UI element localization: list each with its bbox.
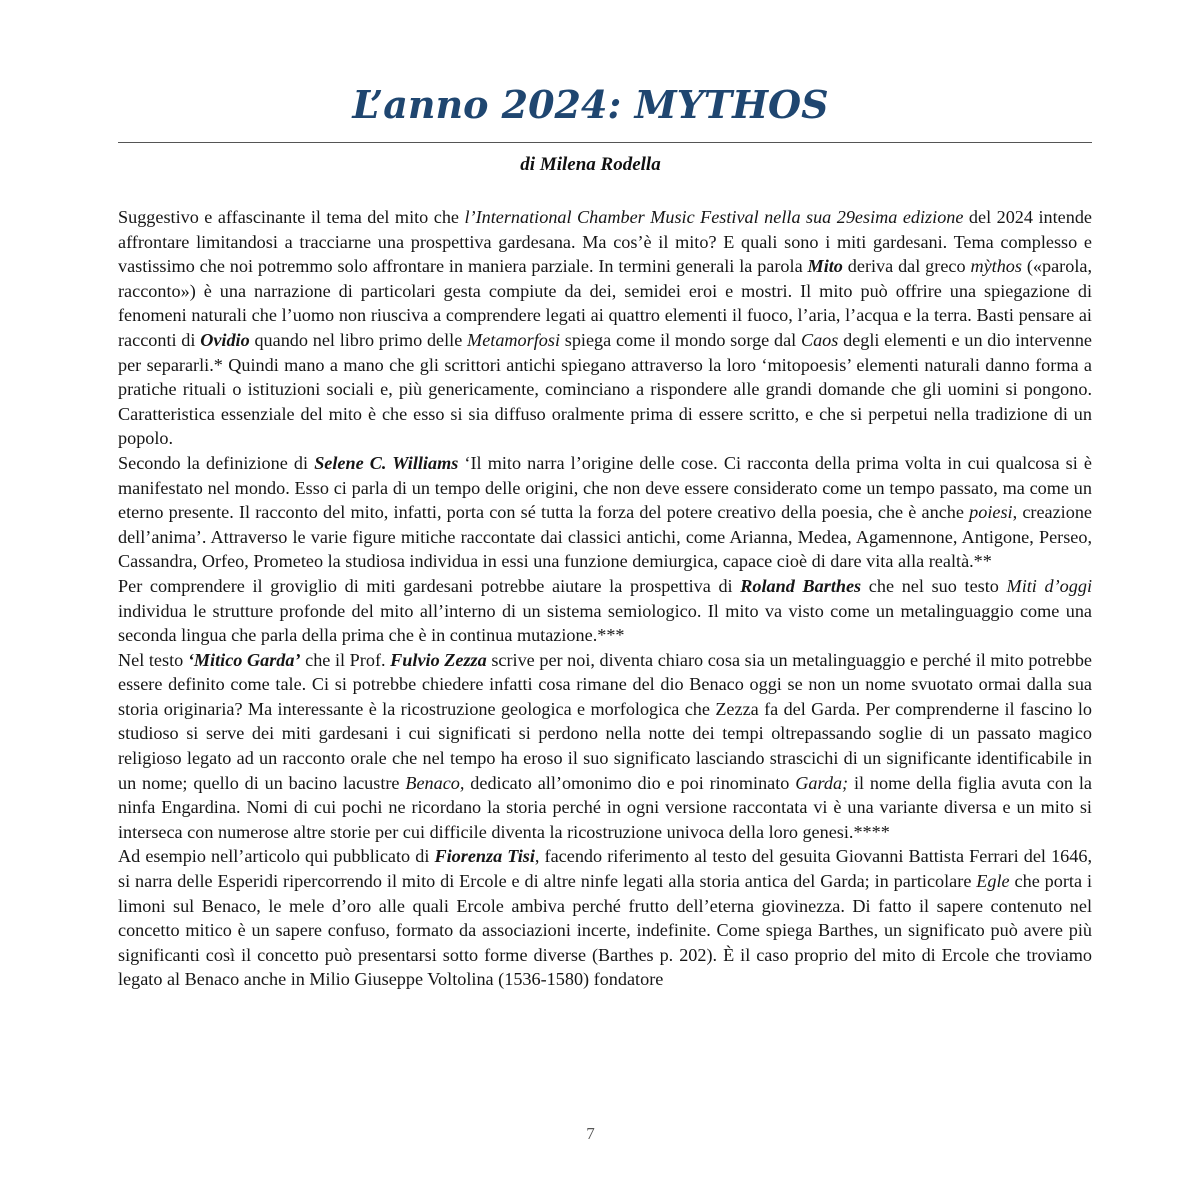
emphasis-name: Roland Barthes <box>740 575 862 596</box>
body-paragraph <box>118 205 1092 451</box>
article-title: L’anno 2024: MYTHOS <box>352 82 829 127</box>
paragraph-text: Per comprendere il groviglio di miti gardesani potrebbe aiutare la prospettiva di <box>118 575 741 596</box>
italic-text: Garda; <box>795 772 849 793</box>
paragraph-text: , facendo riferimento al testo del gesuita Giovanni Battista Ferrari del 1646, si narra delle Esperidi ripercorrendo il mito di Ercole e di altre ninfe legati alla storia antica del Garda; in particolare <box>118 846 1092 892</box>
paragraph-text: («parola, racconto») è una narrazione di particolari gesta compiute da dei, semidei eroi e mostri. Il mito può offrire una spiegazione di fenomeni naturali che l’uomo non riusciva a comprendere legati ai quattro elementi il fuoco, l’aria, l’acqua e la terra. Basti pensare ai racconti di <box>118 256 1092 350</box>
body-paragraph <box>118 574 1092 648</box>
emphasis-name: Selene C. Williams <box>314 452 459 473</box>
italic-text: l’International Chamber Music Festival nella sua 29esima edizione <box>464 207 964 227</box>
paragraph-text: spiega come il mondo sorge dal <box>560 329 801 350</box>
paragraph-text: del 2024 intende affrontare limitandosi a tracciarne una prospettiva gardesana. Ma cos’è il mito? E quali sono i miti gardesani. Tema complesso e vastissimo che noi potremmo solo affrontare in maniera parziale. In termini generali la parola <box>118 207 1092 277</box>
emphasis-name: ‘Mitico Garda’ <box>187 649 301 670</box>
italic-text: poiesi <box>969 502 1013 523</box>
emphasis-name: Fiorenza Tisi <box>434 846 535 867</box>
italic-text: Egle <box>976 871 1010 892</box>
paragraph-text: ‘Il mito narra l’origine delle cose. Ci racconta della prima volta in cui qualcosa si è manifestato nel mondo. Esso ci parla di un tempo delle origini, che non deve essere considerato come un tempo passato, ma come un eterno presente. Il racconto del mito, infatti, porta con sé tutta la forza del potere creativo della poesia, che è anche <box>118 452 1092 523</box>
italic-text: Miti d’oggi <box>1006 575 1093 596</box>
italic-text: Metamorfosi <box>467 329 561 350</box>
paragraph-text: che nel suo testo <box>861 575 1007 596</box>
author-byline: di Milena Rodella <box>520 154 661 175</box>
paragraph-text: , creazione dell’anima’. Attraverso le varie figure mitiche raccontate dai classici antichi, come Arianna, Medea, Agamennone, Antigone, Perseo, Cassandra, Orfeo, Prometeo la studiosa individua in essi una funzione demiurgica, capace cioè di dare vita alla realtà.** <box>118 502 1092 572</box>
paragraph-text: individua le strutture profonde del mito all’interno di un sistema semiologico. Il mito va visto come un metalinguaggio come una seconda lingua che parla della prima che è in continua mutazione.*** <box>118 600 1092 646</box>
italic-text: Benaco, <box>405 772 465 793</box>
paragraph-text: Nel testo <box>118 649 188 670</box>
page-number: 7 <box>586 1124 595 1143</box>
paragraph-text: degli elementi e un dio intervenne per separarli.* Quindi mano a mano che gli scrittori antichi spiegano attraverso la loro ‘mitopoesis’ elementi naturali danno forma a pratiche rituali o istituzioni sociali e, più genericamente, cominciano a rispondere alle grandi domande che gli uomini si pongono. Caratteristica essenziale del mito è che esso si sia diffuso oralmente prima di essere scritto, e che si perpetui nella tradizione di un popolo. <box>118 329 1093 449</box>
paragraph-text: il nome della figlia avuta con la ninfa Engardina. Nomi di cui pochi ne ricordano la storia perché in ogni versione raccontata vi è una variante diversa e un mito si interseca con numerose altre storie per cui difficile diventa la ricostruzione univoca della loro genesi.**** <box>118 772 1092 842</box>
emphasis-name: Mito <box>807 256 843 277</box>
paragraph-text: Suggestivo e affascinante il tema del mito che <box>118 207 465 227</box>
emphasis-name: Fulvio Zezza <box>390 649 487 670</box>
emphasis-name: Ovidio <box>200 329 250 350</box>
paragraph-text: dedicato all’omonimo dio e poi rinominato <box>464 772 796 793</box>
italic-text: Caos <box>800 329 839 350</box>
paragraph-text: che il Prof. <box>300 649 391 670</box>
paragraph-text: Secondo la definizione di <box>118 452 315 473</box>
paragraph-text: scrive per noi, diventa chiaro cosa sia un metalinguaggio e perché il mito potrebbe essere definito come tale. Ci si potrebbe chiedere infatti cosa rimane del dio Benaco oggi se non un nome svuotato ormai dalla sua storia originaria? Ma interessante è la ricostruzione geologica e morfologica che Zezza fa del Garda. Per comprenderne il fascino lo studioso si serve dei miti gardesani i cui significati si perdono nella notte dei tempi oltrepassando soglie di un passato magico religioso legato ad un racconto orale che nel tempo ha eroso il suo significato lasciando strascichi di un significante identificabile in un nome; quello di un bacino lacustre <box>118 649 1093 793</box>
paragraph-text: che porta i limoni sul Benaco, le mele d’oro alle quali Ercole ambiva perché frutto dell’eterna giovinezza. Di fatto il sapere contenuto nel concetto mitico è un sapere confuso, formato da associazioni incerte, indefinite. Come spiega Barthes, un significato può avere più significanti così il concetto può presentarsi sotto forme diverse (Barthes p. 202). È il caso proprio del mito di Ercole che troviamo legato al Benaco anche in Milio Giuseppe Voltolina (1536-1580) fondatore <box>118 871 1092 990</box>
title-divider <box>118 142 1092 143</box>
paragraph-text: deriva dal greco <box>842 256 971 277</box>
body-paragraph <box>118 451 1092 574</box>
paragraph-text: Ad esempio nell’articolo qui pubblicato di <box>118 846 435 867</box>
article-body <box>118 205 1092 992</box>
body-paragraph <box>118 844 1092 992</box>
body-paragraph <box>118 648 1092 845</box>
paragraph-text: quando nel libro primo delle <box>249 329 468 350</box>
italic-text: mỳthos <box>970 256 1022 277</box>
